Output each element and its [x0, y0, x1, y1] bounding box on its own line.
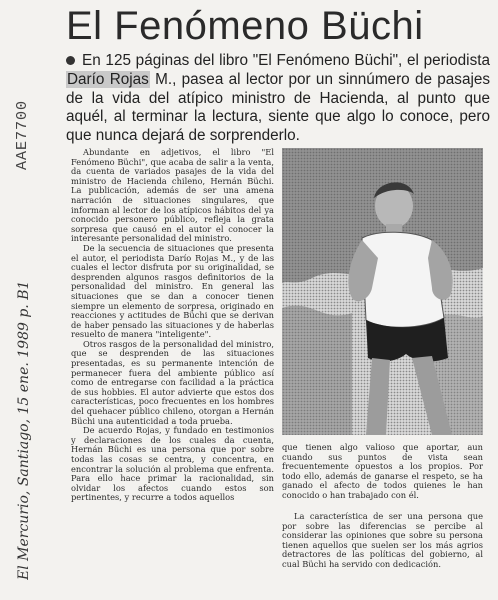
body-paragraph: Otros rasgos de la personalidad del ministro, que se desprenden de las situaciones presentadas, es su permanente intención de permanecer fuera del ambiente público así como de entregarse con facilidad a la práctica de sus hobbies. El autor advierte que estos dos características, poco frecuentes en los hombres del quehacer público chileno, otorgan a Hernán Büchi una autenticidad a toda prueba. — [71, 338, 274, 426]
lead-paragraph — [66, 52, 490, 146]
body-column-left — [71, 148, 274, 503]
author-highlight: Darío Rojas — [67, 70, 149, 88]
body-paragraph: La característica de ser una persona que por sobre las diferencias se percibe al considerar las opiniones que sobre su persona tienen aquellos que suelen ser los más agrios detractores de las políticas del gobierno, al cual Büchi ha servido con dedicación. — [282, 511, 483, 569]
body-paragraph: que tienen algo valioso que aportar, aun cuando sus puntos de vista sean frecuentemente opuestos a los propios. Por todo ello, además de ganarse el respeto, se ha ganado el afecto de todos quienes le han conocido o han trabajado con él. — [282, 442, 483, 500]
body-column-right-continued — [282, 443, 483, 501]
body-paragraph: De acuerdo Rojas, y fundado en testimonios y declaraciones de los cuales da cuenta, Hernán Büchi es una persona que por sobre todas las cosas se centra, y concentra, en encontrar la solución al problema que enfrenta. Para ello hace primar la racionalidad, sin olvidar los afectos cuando estos son pertinentes, y recurre a todos aquellos — [71, 425, 274, 503]
runner-photo — [282, 148, 483, 435]
body-paragraph: De la secuencia de situaciones que presenta el autor, el periodista Darío Rojas M., y de las cuales el lector disfruta por su originalidad, se desprenden algunos rasgos definitorios de la personalidad del ministro. En general las situaciones que se dan a conocer tienen siempre un elemento de sorpresa, originado en reacciones y actitudes de Büchi que se derivan de haber pensado las situaciones y de haberlas resuelto de manera "inteligente". — [71, 242, 274, 340]
archive-stamp: AAE7700 — [14, 99, 31, 170]
bullet-icon — [66, 56, 75, 65]
body-column-right-final — [282, 512, 483, 570]
archive-margin-note — [8, 60, 34, 580]
lead-before: En 125 páginas del libro "El Fenómeno Büchi", el periodista — [82, 52, 490, 69]
lead-after: M., pasea al lector por un sinnúmero de pasajes de la vida del atípico ministro de Hacienda, al punto que aquél, al terminar la lectura, siente que algo lo conoce, pero que nunca dejará de sorprenderlo. — [66, 70, 490, 145]
body-paragraph: Abundante en adjetivos, el libro "El Fenómeno Büchi", que acaba de salir a la venta, da cuenta de variados pasajes de la vida del ministro de Hacienda chileno, Hernán Büchi. La publicación, además de ser una amena narración de situaciones singulares, que informan al lector de los atípicos hábitos del ya conocido personero público, refleja la grata sorpresa que causó en el autor el conocer la interesante personalidad del ministro. — [71, 147, 274, 244]
headline: El Fenómeno Büchi — [66, 4, 424, 48]
handwritten-source: El Mercurio, Santiago, 15 ene. 1989 p. B1 — [16, 280, 32, 580]
